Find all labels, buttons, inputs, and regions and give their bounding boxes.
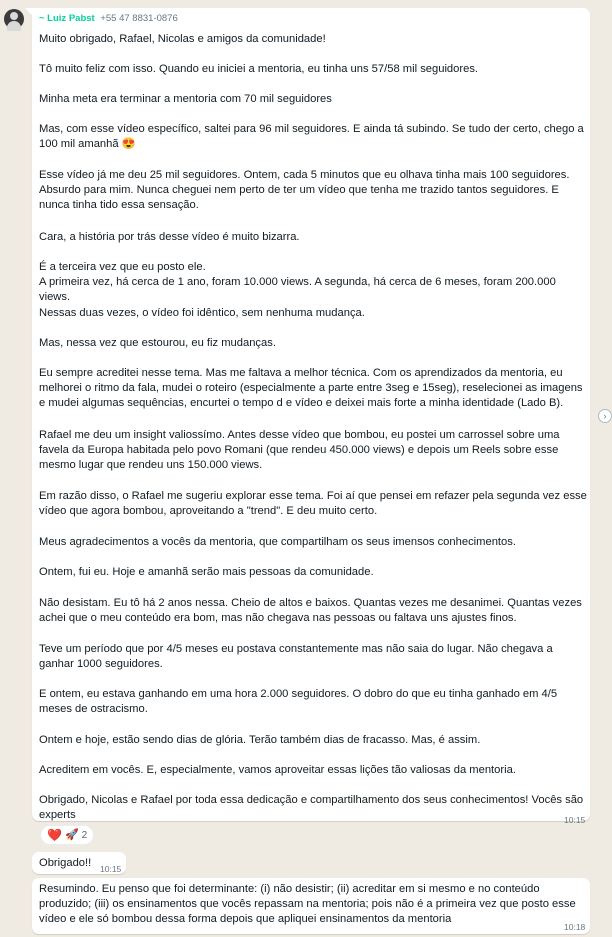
- message-text: Resumindo. Eu penso que foi determinante: (i) não desistir; (ii) acreditar em si mesmo e no conteúdo produzido; (iii) os ensinamentos que vocês repassam na mentoria; pois não é a primeira vez que posto esse vídeo e ele só bombou dessa forma depois que apliquei ensinamentos da mentoria: [39, 883, 576, 925]
- message-paragraph: Teve um período que por 4/5 meses eu postava constantemente mas não saia do lugar. Não chegava a ganhar 1000 seguidores.: [39, 643, 553, 670]
- message-paragraph: Obrigado, Nicolas e Rafael por toda essa dedicação e compartilhamento dos seus conhecimentos! Vocês são experts: [39, 794, 584, 821]
- message-paragraph: Ontem, fui eu. Hoje e amanhã serão mais pessoas da comunidade.: [39, 566, 374, 578]
- bubble-tail: [25, 8, 33, 16]
- reactions-pill[interactable]: [40, 825, 94, 845]
- message-bubble-thanks[interactable]: [32, 852, 126, 874]
- message-paragraph: Mas, com esse vídeo específico, saltei para 96 mil seguidores. E ainda tá subindo. Se tudo der certo, chego a 100 mil amanhã 😍: [39, 123, 584, 150]
- message-time: 10:15: [100, 864, 122, 874]
- reaction-count: 2: [81, 829, 88, 841]
- avatar-body-shape: [7, 21, 21, 31]
- message-paragraph: Esse vídeo já me deu 25 mil seguidores. Ontem, cada 5 minutos que eu olhava tinha mais 100 seguidores. Absurdo para mim. Nunca cheguei nem perto de ter um vídeo que tenha me trazido tantos seguidores. E nunca tinha tido essa sensação.: [39, 169, 570, 211]
- message-paragraph: Meus agradecimentos a vocês da mentoria, que compartilham os seus imensos conhecimentos.: [39, 536, 516, 548]
- message-paragraph: E ontem, eu estava ganhando em uma hora 2.000 seguidores. O dobro do que eu tinha ganhado em 4/5 meses de ostracismo.: [39, 688, 558, 715]
- message-paragraph: Tô muito feliz com isso. Quando eu iniciei a mentoria, eu tinha uns 57/58 mil seguidores.: [39, 63, 479, 75]
- sender-line: [39, 13, 178, 25]
- message-paragraph: É a terceira vez que eu posto ele. A primeira vez, há cerca de 1 ano, foram 10.000 views. A segunda, há cerca de 6 meses, foram 200.000 views.: [39, 261, 556, 303]
- message-paragraph: Eu sempre acreditei nesse tema. Mas me faltava a melhor técnica. Com os aprendizados da mentoria, eu melhorei o ritmo da fala, mudei o roteiro (especialmente a parte entre 3seg e 15seg), reselecionei as imagens e mudei algumas sequências, encurtei o tempo d e vídeo e deixei mais forte a minha identidade (Lado B).: [39, 367, 583, 409]
- message-text: Obrigado!!: [39, 857, 92, 869]
- rocket-reaction-icon: 🚀: [64, 828, 79, 841]
- message-bubble-summary[interactable]: [32, 878, 590, 934]
- avatar-head-shape: [10, 12, 18, 20]
- heart-reaction-icon: ❤️: [47, 828, 62, 842]
- message-paragraph: Em razão disso, o Rafael me sugeriu explorar esse tema. Foi aí que pensei em refazer pela segunda vez esse vídeo que agora bombou, aproveitando a "trend". E deu muito certo.: [39, 490, 587, 517]
- message-paragraph: Cara, a história por trás desse vídeo é muito bizarra.: [39, 231, 300, 243]
- message-time: 10:15: [564, 815, 586, 825]
- message-paragraph: Rafael me deu um insight valiossímo. Antes desse vídeo que bombou, eu postei um carrossel sobre uma favela da Europa habitada pelo povo Romani (que rendeu 450.000 views) e depois um Reels sobre esse mesmo lugar que rendeu uns 150.000 views.: [39, 429, 560, 471]
- message-time: 10:18: [564, 922, 586, 932]
- message-paragraph: Ontem e hoje, estão sendo dias de glória. Terão também dias de fracasso. Mas, é assim.: [39, 734, 481, 746]
- message-paragraph: Não desistam. Eu tô há 2 anos nessa. Cheio de altos e baixos. Quantas vezes me desanimei. Quantas vezes achei que o meu conteúdo era bom, mas não chegava nas pessoas ou faltava uns ajustes finos.: [39, 597, 582, 624]
- sender-name[interactable]: ~ Luiz Pabst: [39, 13, 95, 24]
- message-paragraph: Muito obrigado, Rafael, Nicolas e amigos da comunidade!: [39, 33, 326, 45]
- message-paragraph: Acreditem em vocês. E, especialmente, vamos aproveitar essas lições tão valiosas da mentoria.: [39, 764, 516, 776]
- message-paragraph: Nessas duas vezes, o vídeo foi idêntico, sem nenhuma mudança.: [39, 307, 365, 319]
- message-paragraph: Minha meta era terminar a mentoria com 70 mil seguidores: [39, 93, 332, 105]
- sender-avatar[interactable]: [4, 9, 24, 29]
- message-bubble-main[interactable]: [32, 8, 590, 825]
- message-paragraph: Mas, nessa vez que estourou, eu fiz mudanças.: [39, 337, 276, 349]
- sender-phone: +55 47 8831-0876: [100, 13, 178, 24]
- message-menu-handle-icon[interactable]: ›: [598, 409, 612, 423]
